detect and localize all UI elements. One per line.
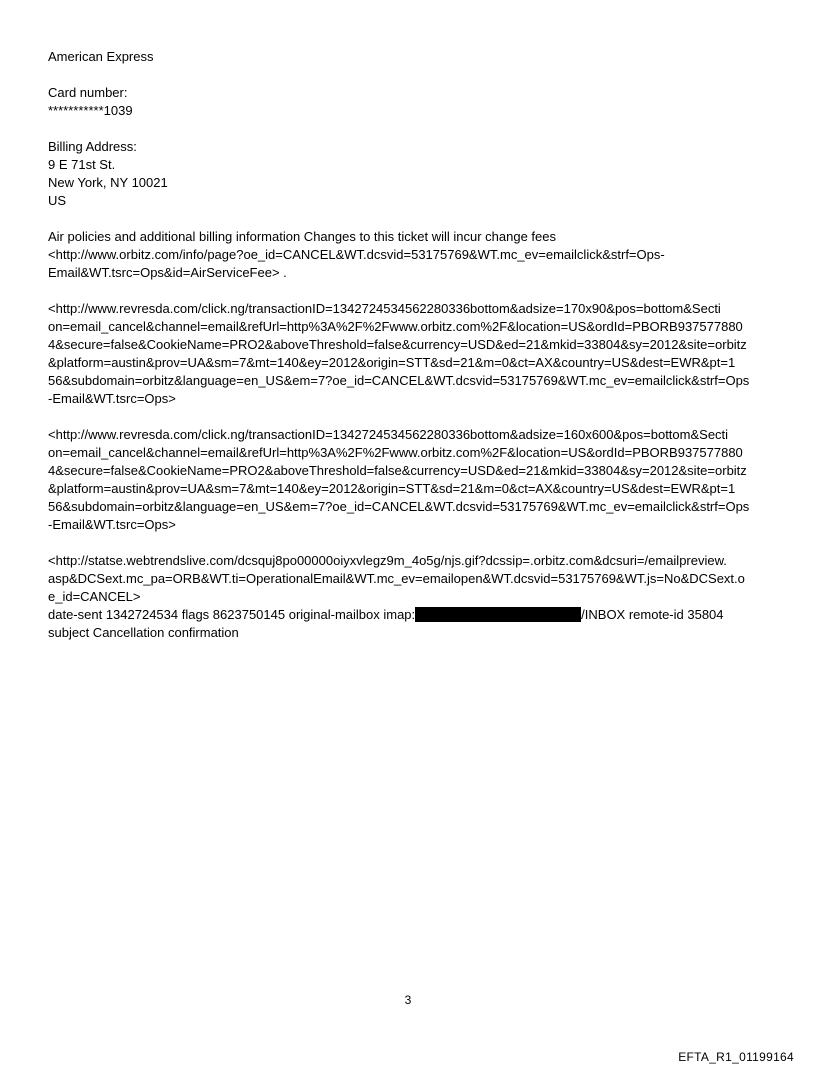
billing-address-line: 9 E 71st St. (48, 157, 116, 172)
card-number-label: Card number: (48, 85, 128, 100)
link-line[interactable]: <http://www.revresda.com/click.ng/transactionID=1342724534562280336bottom&adsize=170x90&pos=bottom&Secti (48, 301, 721, 316)
redaction-block (415, 607, 581, 622)
meta-subject: subject Cancellation confirmation (48, 625, 239, 640)
link-line[interactable]: 4&secure=false&CookieName=PRO2&aboveThreshold=false&currency=USD&ed=21&mkid=33804&sy=2012&site=orbitz (48, 337, 747, 352)
link-line[interactable]: &platform=austin&prov=UA&sm=7&mt=140&ey=2012&origin=STT&sd=21&m=0&ct=AX&country=US&dest=EWR&pt=1 (48, 481, 736, 496)
link-line[interactable]: 4&secure=false&CookieName=PRO2&aboveThreshold=false&currency=USD&ed=21&mkid=33804&sy=2012&site=orbitz (48, 463, 747, 478)
link-line[interactable]: on=email_cancel&channel=email&refUrl=http%3A%2F%2Fwww.orbitz.com%2F&location=US&ordId=PBORB937577880 (48, 445, 743, 460)
link-line[interactable]: &platform=austin&prov=UA&sm=7&mt=140&ey=2012&origin=STT&sd=21&m=0&ct=AX&country=US&dest=EWR&pt=1 (48, 355, 736, 370)
link-line[interactable]: <http://www.revresda.com/click.ng/transactionID=1342724534562280336bottom&adsize=160x600&pos=bottom&Secti (48, 427, 729, 442)
policies-link-line[interactable]: Email&WT.tsrc=Ops&id=AirServiceFee> . (48, 265, 287, 280)
link-line[interactable]: 56&subdomain=orbitz&language=en_US&em=7?oe_id=CANCEL&WT.dcsvid=53175769&WT.mc_ev=emailclick&strf=Ops (48, 373, 750, 388)
ad-link-1[interactable] (48, 300, 772, 408)
meta-line (48, 606, 772, 624)
card-issuer: American Express (48, 49, 154, 64)
policies-link-line[interactable]: <http://www.orbitz.com/info/page?oe_id=CANCEL&WT.dcsvid=53175769&WT.mc_ev=emailclick&strf=Ops- (48, 247, 665, 262)
link-line[interactable]: -Email&WT.tsrc=Ops> (48, 391, 176, 406)
link-line[interactable]: -Email&WT.tsrc=Ops> (48, 517, 176, 532)
policies-line: Air policies and additional billing information Changes to this ticket will incur change fees (48, 229, 556, 244)
link-line[interactable]: on=email_cancel&channel=email&refUrl=http%3A%2F%2Fwww.orbitz.com%2F&location=US&ordId=PBORB937577880 (48, 319, 743, 334)
bates-number: EFTA_R1_01199164 (678, 1050, 794, 1064)
link-line[interactable]: 56&subdomain=orbitz&language=en_US&em=7?oe_id=CANCEL&WT.dcsvid=53175769&WT.mc_ev=emailclick&strf=Ops (48, 499, 750, 514)
link-line[interactable]: <http://statse.webtrendslive.com/dcsquj8po00000oiyxvlegz9m_4o5g/njs.gif?dcssip=.orbitz.com&dcsuri=/emailpreview. (48, 553, 727, 568)
billing-address-line: New York, NY 10021 (48, 175, 168, 190)
link-line[interactable]: e_id=CANCEL> (48, 589, 141, 604)
document-body (48, 48, 772, 642)
ad-link-2[interactable] (48, 426, 772, 534)
billing-address-label: Billing Address: (48, 139, 137, 154)
page-number: 3 (404, 993, 412, 1007)
billing-address-line: US (48, 193, 67, 208)
card-number-value: ***********1039 (48, 103, 133, 118)
link-line[interactable]: asp&DCSext.mc_pa=ORB&WT.ti=OperationalEmail&WT.mc_ev=emailopen&WT.dcsvid=53175769&WT.js=No&DCSext.o (48, 571, 745, 586)
meta-suffix: /INBOX remote-id 35804 (581, 607, 724, 622)
tracking-link[interactable] (48, 552, 772, 606)
meta-prefix: date-sent 1342724534 flags 8623750145 original-mailbox imap: (48, 607, 416, 622)
